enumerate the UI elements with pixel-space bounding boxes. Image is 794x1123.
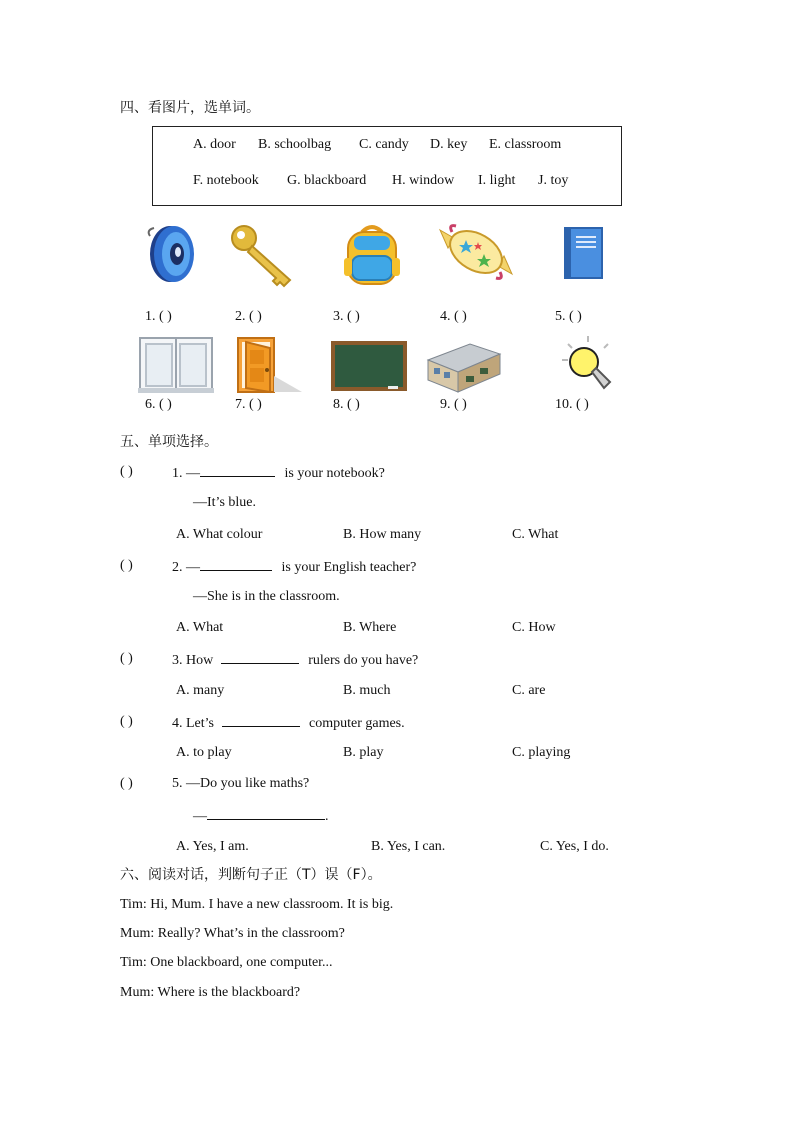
- option-b: B. How many: [343, 527, 422, 542]
- question-stem: is your notebook?: [284, 466, 385, 481]
- question-stem: computer games.: [309, 716, 405, 731]
- window-icon: [138, 336, 214, 399]
- question-stem: 1. —: [172, 466, 200, 481]
- word-bank-item: D. key: [430, 137, 468, 152]
- option-c: C. What: [512, 527, 559, 542]
- picture-label: 1. ( ): [145, 309, 172, 324]
- reply-dash: —: [193, 809, 207, 824]
- option-c: C. How: [512, 620, 556, 635]
- schoolbag-icon: [340, 222, 404, 293]
- notebook-icon: [562, 226, 604, 285]
- question-stem: 2. —: [172, 560, 200, 575]
- question-stem: 4. Let’s: [172, 716, 214, 731]
- picture-label: 6. ( ): [145, 397, 172, 412]
- question-4: [172, 714, 405, 732]
- option-c: C. Yes, I do.: [540, 839, 609, 854]
- blackboard-icon: [330, 340, 408, 397]
- word-bank-item: F. notebook: [193, 173, 259, 188]
- question-stem: 3. How: [172, 653, 214, 668]
- picture-label: 10. ( ): [555, 397, 589, 412]
- option-c: C. playing: [512, 745, 571, 760]
- answer-blank[interactable]: [222, 714, 300, 727]
- question-5-reply: [193, 807, 329, 825]
- reply-period: .: [325, 809, 329, 824]
- word-bank-item: H. window: [392, 173, 455, 188]
- dialogue-line: Mum: Where is the blackboard?: [120, 985, 301, 1000]
- option-a: A. What: [176, 620, 224, 635]
- answer-blank[interactable]: [200, 558, 272, 571]
- door-icon: [234, 336, 304, 399]
- question-reply: —She is in the classroom.: [193, 589, 340, 604]
- candy-icon: [438, 220, 514, 289]
- key-icon: [228, 222, 300, 293]
- word-bank-item: A. door: [193, 137, 236, 152]
- picture-label: 8. ( ): [333, 397, 360, 412]
- question-stem: rulers do you have?: [308, 653, 419, 668]
- section6-title: 六、阅读对话，判断句子正（T）误（F）。: [120, 867, 382, 883]
- dialogue-line: Mum: Really? What’s in the classroom?: [120, 926, 345, 941]
- section5-title: 五、单项选择。: [120, 434, 218, 450]
- section4-title: 四、看图片，选单词。: [120, 100, 260, 116]
- picture-label: 3. ( ): [333, 309, 360, 324]
- classroom-icon: [426, 338, 502, 399]
- question-1: [172, 464, 385, 482]
- yoyo-icon: [140, 222, 204, 291]
- option-a: A. to play: [176, 745, 232, 760]
- dialogue-line: Tim: One blackboard, one computer...: [120, 955, 333, 970]
- word-bank-item: C. candy: [359, 137, 409, 152]
- light-bulb-icon: [558, 334, 618, 399]
- word-bank-item: I. light: [478, 173, 516, 188]
- answer-paren: ( ): [120, 651, 133, 666]
- answer-blank[interactable]: [207, 807, 325, 820]
- question-reply: —It’s blue.: [193, 495, 256, 510]
- question-stem: is your English teacher?: [281, 560, 417, 575]
- word-bank-item: G. blackboard: [287, 173, 367, 188]
- option-b: B. Where: [343, 620, 397, 635]
- dialogue-line: Tim: Hi, Mum. I have a new classroom. It is big.: [120, 897, 394, 912]
- question-3: [172, 651, 418, 669]
- word-bank-item: E. classroom: [489, 137, 562, 152]
- question-2: [172, 558, 416, 576]
- answer-paren: ( ): [120, 558, 133, 573]
- option-b: B. Yes, I can.: [371, 839, 446, 854]
- option-a: A. What colour: [176, 527, 263, 542]
- option-b: B. play: [343, 745, 384, 760]
- option-a: A. Yes, I am.: [176, 839, 249, 854]
- answer-blank[interactable]: [221, 651, 299, 664]
- picture-label: 7. ( ): [235, 397, 262, 412]
- word-bank-item: J. toy: [538, 173, 569, 188]
- answer-paren: ( ): [120, 776, 133, 791]
- option-a: A. many: [176, 683, 225, 698]
- question-stem: 5. —Do you like maths?: [172, 776, 310, 791]
- option-b: B. much: [343, 683, 391, 698]
- answer-paren: ( ): [120, 714, 133, 729]
- word-bank-box: [152, 126, 622, 206]
- word-bank-item: B. schoolbag: [258, 137, 332, 152]
- picture-label: 2. ( ): [235, 309, 262, 324]
- answer-paren: ( ): [120, 464, 133, 479]
- picture-label: 9. ( ): [440, 397, 467, 412]
- picture-label: 4. ( ): [440, 309, 467, 324]
- picture-label: 5. ( ): [555, 309, 582, 324]
- option-c: C. are: [512, 683, 546, 698]
- answer-blank[interactable]: [200, 464, 275, 477]
